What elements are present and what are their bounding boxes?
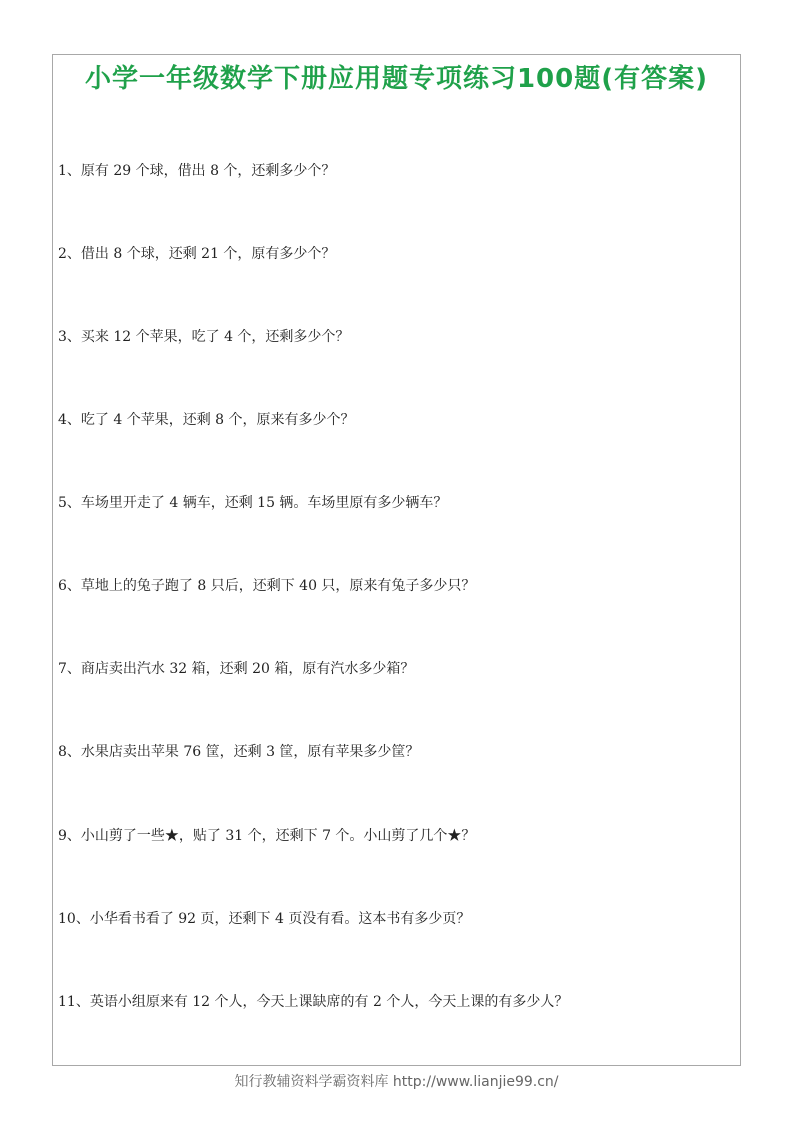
footer-source-link[interactable]: 知行教辅资料学霸资料库 http://www.lianjie99.cn/ [234,1074,559,1090]
question-6: 6、草地上的兔子跑了 8 只后，还剩下 40 只，原来有兔子多少只？ [58,578,476,594]
document-title: 小学一年级数学下册应用题专项练习100题(有答案) [84,64,709,94]
question-5: 5、车场里开走了 4 辆车，还剩 15 辆。车场里原有多少辆车？ [58,495,448,511]
question-7: 7、商店卖出汽水 32 箱，还剩 20 箱，原有汽水多少箱？ [58,661,415,677]
question-2: 2、借出 8 个球，还剩 21 个，原有多少个？ [58,246,336,262]
question-11: 11、英语小组原来有 12 个人，今天上课缺席的有 2 个人，今天上课的有多少人？ [58,994,569,1010]
question-10: 10、小华看书看了 92 页，还剩下 4 页没有看。这本书有多少页？ [58,911,471,927]
question-3: 3、买来 12 个苹果，吃了 4 个，还剩多少个？ [58,329,350,345]
question-4: 4、吃了 4 个苹果，还剩 8 个，原来有多少个？ [58,412,355,428]
question-8: 8、水果店卖出苹果 76 筐，还剩 3 筐，原有苹果多少筐？ [58,744,420,760]
question-1: 1、原有 29 个球，借出 8 个，还剩多少个？ [58,163,336,179]
question-9: 9、小山剪了一些★，贴了 31 个，还剩下 7 个。小山剪了几个★？ [58,828,476,844]
